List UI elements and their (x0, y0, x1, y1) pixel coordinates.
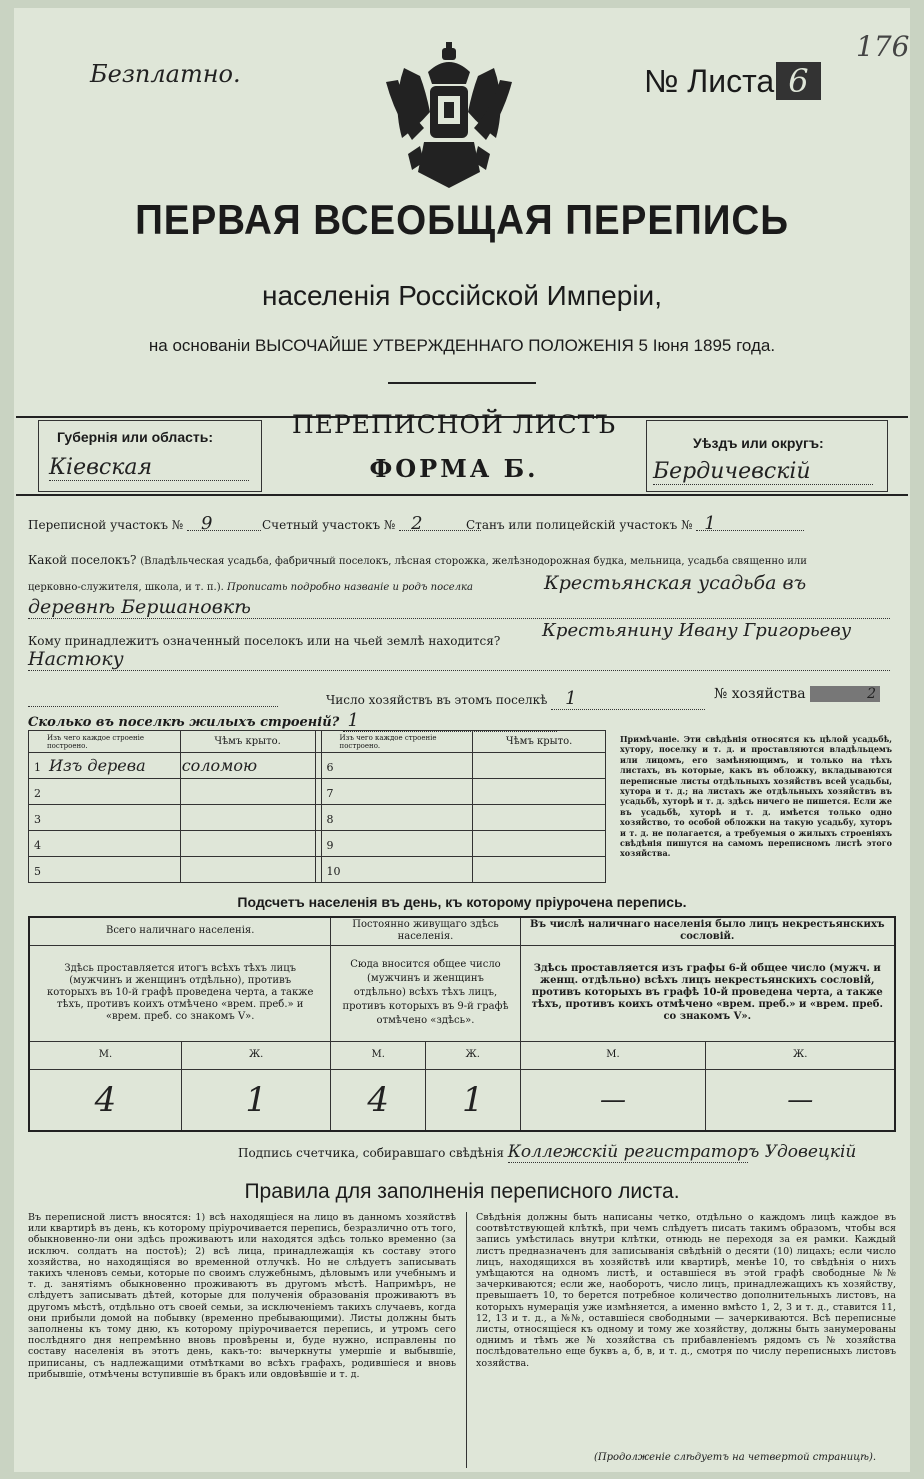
buildings-field (28, 710, 557, 732)
material-cell-text: Изъ дерева (49, 756, 146, 775)
sheet-number: 6 (776, 62, 820, 100)
rules-divider (466, 1212, 467, 1468)
non-peasant-desc: Здѣсь проставляется изъ графы 6-й общее число (мужч. и женщ. отдѣльно) всѣхъ лицъ некрестьянскихъ сословій, противъ которыхъ въ графѣ 10-й проведена черта, а также тѣхъ, противъ коихъ отмѣчено «врем. преб.» и «врем. преб. со знакомъ V». (520, 945, 895, 1041)
imperial-eagle-emblem (384, 42, 514, 192)
total-population-desc: Здѣсь проставляется итогъ всѣхъ тѣхъ лицъ (мужчинъ и женщинъ отдѣльно), противъ которыхъ въ 10-й графѣ проведена черта, а также тѣхъ, противъ коихъ отмѣчено «врем. преб.» и «врем. преб. со знакомъ V». (29, 945, 331, 1041)
permanent-male-value: 4 (331, 1069, 426, 1131)
signature-value: Коллежскій регистраторъ Удовецкій (507, 1142, 857, 1162)
material-cell (29, 805, 181, 831)
m-header-3: М. (520, 1041, 706, 1069)
household-number-label: № хозяйства (714, 686, 806, 702)
buildings-value: 1 (343, 710, 557, 732)
row-number: 3 (34, 813, 41, 826)
counting-area-field (262, 513, 481, 534)
row-number: 10 (326, 865, 341, 878)
roof-cell-right (473, 805, 606, 831)
non-peasant-title: Въ числѣ наличнаго населенія было лицъ некрестьянскихъ сословій. (520, 917, 895, 945)
archive-number: 176 (856, 30, 910, 63)
counting-area-value: 2 (399, 518, 481, 531)
material-cell (29, 753, 181, 779)
owner-value-2: Настюку (28, 648, 890, 671)
form-title: ПЕРЕПИСНОЙ ЛИСТЪ (291, 410, 617, 439)
buildings-label: Сколько въ поселкѣ жилыхъ строеній? (28, 715, 340, 730)
buildings-table-row (29, 857, 606, 883)
police-area-value: 1 (696, 518, 804, 531)
signature-field (238, 1142, 857, 1163)
f-header-1: Ж. (181, 1041, 330, 1069)
roof-header-left: Чѣмъ крыто. (180, 731, 315, 753)
signature-label: Подпись счетчика, собиравшаго свѣдѣнія (238, 1146, 504, 1160)
sheet-number-label (644, 62, 821, 100)
population-gender-row (29, 1041, 895, 1069)
page-title: ПЕРВАЯ ВСЕОБЩАЯ ПЕРЕПИСЬ (135, 196, 789, 243)
province-label: Губернія или область: (57, 429, 214, 445)
buildings-table (28, 730, 606, 883)
total-male-value: 4 (29, 1069, 181, 1131)
permanent-population-title: Постоянно живущаго здѣсь населенія. (331, 917, 520, 945)
counting-area-label: Счетный участокъ № (262, 518, 396, 532)
settlement-value: Крестьянская усадьба въ (544, 572, 807, 594)
material-cell-right (321, 831, 473, 857)
owner-label: Кому принадлежитъ означенный поселокъ или на чьей землѣ находится? (28, 634, 501, 648)
census-form-page (14, 8, 910, 1472)
permanent-population-desc: Сюда вносится общее число (мужчинъ и женщинъ отдѣльно) всѣхъ тѣхъ лицъ, противъ которыхъ въ 9-й графѣ отмѣчено «здѣсь». (331, 945, 520, 1041)
population-table (28, 916, 896, 1132)
regulation-basis: на основаніи ВЫСОЧАЙШЕ УТВЕРЖДЕННАГО ПОЛОЖЕНІЯ 5 Іюня 1895 года. (148, 336, 776, 355)
buildings-table-body (29, 753, 606, 883)
row-number: 9 (326, 839, 334, 852)
census-area-value: 9 (187, 518, 261, 531)
buildings-note: Примѣчаніе. Эти свѣдѣнія относятся къ цѣлой усадьбѣ, хутору, поселку и т. д. и проставляются владѣльцемъ или лицомъ, его замѣняющимъ, и только на тѣхъ листахъ, въ которые, какъ въ обложку, вкладываются переписные листы отдѣльныхъ хозяйствъ всей усадьбы, хутора и т. д.; на листахъ же отдѣльныхъ хозяйствъ въ усадьбѣ, хуторѣ и т. д. здѣсь ничего не пишется. Если же въ усадьбѣ, хуторѣ и т. д. имѣется только одно хозяйство, то особой обложки на такую усадьбу, хуторъ и т. д. не полагается, а требуемыя о жилыхъ строеніяхъ свѣдѣнія пишутся на самомъ переписномъ листѣ этого хозяйства. (620, 734, 892, 859)
buildings-table-row (29, 805, 606, 831)
roof-cell-right (473, 831, 606, 857)
police-area-label: Станъ или полицейскій участокъ № (466, 518, 693, 532)
material-header-left: Изъ чего каждое строеніе построено. (29, 731, 181, 753)
buildings-table-row (29, 831, 606, 857)
row-number: 4 (34, 839, 41, 852)
roof-cell (180, 779, 315, 805)
settlement-field-2 (28, 582, 473, 593)
material-cell-right (321, 857, 473, 883)
buildings-table-row (29, 779, 606, 805)
material-cell-right (321, 779, 473, 805)
census-area-label: Переписной участокъ № (28, 518, 184, 532)
f-header-3: Ж. (706, 1041, 895, 1069)
rules-right-column: Свѣдѣнія должны быть написаны четко, отдѣльно о каждомъ лицѣ каждое въ соотвѣтствующей клѣткѣ, при чемъ слѣдуетъ писать такимъ образомъ, чтобы вся запись умѣстилась внутри клѣтки, отнюдь не переходя за ея рамки. Каждый листъ предназначенъ для записыванія свѣдѣній о десяти (10) лицахъ; если число лицъ, находящихся въ хозяйствѣ или квартирѣ, менѣе 10, то свѣдѣнія о нихъ умѣщаются на одномъ листѣ, и оставшіеся въ этой графѣ свободные №№ зачеркиваются; если же, наоборотъ, число лицъ, принадлежащихъ къ хозяйству, превышаетъ 10, то берется потребное количество дополнительныхъ листовъ, на которыхъ нумерація уже измѣняется, а именно вмѣсто 1, 2, 3 и т. д., ставится 11, 12, 13 и т. д., а №№, оставшіеся свободными — зачеркиваются. Всѣ переписные листы, относящіеся къ одному и тому же хозяйству, должны быть занумерованы однимъ и тѣмъ же № хозяйства съ прибавленіемъ рядомъ съ № хозяйства послѣдовательно еще буквъ а, б, в, и т. д., смотря по числу переписныхъ листовъ хозяйства. (476, 1212, 896, 1369)
form-subtitle: ФОРМА Б. (369, 454, 539, 483)
row-number: 8 (326, 813, 334, 826)
households-label: Число хозяйствъ въ этомъ поселкѣ (326, 693, 548, 707)
row-number: 6 (326, 761, 334, 774)
buildings-table-header (29, 731, 606, 753)
roof-cell (180, 857, 315, 883)
non-peasant-female-value: — (787, 1084, 814, 1115)
settlement-field (28, 554, 807, 568)
free-label: Безплатно. (90, 60, 241, 88)
settlement-hint-2: церковно-служителя, школа, и т. п.). (28, 582, 224, 593)
province-value: Кіевская (49, 455, 249, 481)
settlement-label: Какой поселокъ? (28, 553, 137, 567)
household-number-field (714, 686, 880, 702)
material-cell (29, 779, 181, 805)
province-box (38, 420, 262, 492)
non-peasant-male-value: — (520, 1069, 706, 1131)
rules-title: Правила для заполненія переписного листа. (244, 1180, 680, 1203)
roof-cell-right (473, 753, 606, 779)
district-value: Бердичевскій (653, 459, 873, 485)
household-number-value: 2 (810, 686, 880, 702)
population-heading: Подсчетъ населенія въ день, къ которому пріурочена перепись. (237, 894, 687, 910)
divider (388, 382, 536, 384)
total-female-value: 1 (181, 1069, 330, 1131)
roof-cell (180, 831, 315, 857)
roof-cell-text: соломою (181, 756, 258, 775)
roof-cell (180, 805, 315, 831)
blank-line (28, 688, 278, 707)
m-header-2: М. (331, 1041, 426, 1069)
roof-cell-right (473, 857, 606, 883)
district-box (646, 420, 888, 492)
row-number: 5 (34, 865, 41, 878)
material-cell (29, 831, 181, 857)
roof-header-right: Чѣмъ крыто. (473, 731, 606, 753)
row-number: 1 (34, 761, 41, 774)
material-cell-right (321, 753, 473, 779)
households-value: 1 (551, 688, 705, 710)
households-field (326, 688, 705, 710)
roof-cell-right (473, 779, 606, 805)
owner-value: Крестьянину Ивану Григорьеву (542, 620, 852, 641)
m-header-1: М. (29, 1041, 181, 1069)
rule-bottom (16, 494, 908, 496)
material-header-right: Изъ чего каждое строеніе построено. (321, 731, 473, 753)
material-cell-right (321, 805, 473, 831)
row-number: 2 (34, 787, 41, 800)
page-subtitle: населенія Россійской Имперіи, (262, 280, 662, 311)
material-cell (29, 857, 181, 883)
rules-continued: (Продолженіе слѣдуетъ на четвертой страницѣ). (594, 1452, 877, 1463)
population-title-row (29, 917, 895, 945)
settlement-hint: (Владѣльческая усадьба, фабричный поселокъ, лѣсная сторожка, желѣзнодорожная будка, мельница, усадьба священно или (140, 556, 807, 567)
district-label: Уѣздъ или округъ: (693, 435, 824, 451)
total-population-title: Всего наличнаго населенія. (29, 917, 331, 945)
population-desc-row (29, 945, 895, 1041)
population-values-row (29, 1069, 895, 1131)
row-number: 7 (326, 787, 334, 800)
rules-left-column: Въ переписной листъ вносятся: 1) всѣ находящіеся на лицо въ данномъ хозяйствѣ или квартирѣ въ день, къ которому пріурочивается перепись, безразлично отъ того, обыкновенно-ли они здѣсь проживаютъ или находятся здѣсь только временно (за исключ. солдатъ на постоѣ); 2) всѣ лица, принадлежащія къ составу этого хозяйства, но находящіяся во временной отлучкѣ. Но не слѣдуетъ записывать такихъ членовъ семьи, которые по своимъ служебнымъ, дѣловымъ или учебнымъ и т. д. занятіямъ обыкновенно проживаютъ въ другомъ мѣстѣ. Напримѣръ, не слѣдуетъ записывать дѣтей, которые для полученія образованія проживаютъ въ другомъ мѣстѣ, отдѣльно отъ своей семьи, за исключеніемъ такихъ случаевъ, когда они прибыли домой на побывку (временно пребывающими). Листы должны быть заполнены къ тому дню, къ которому пріурочивается перепись, и утромъ сего послѣдняго дня непремѣнно вновь провѣрены и, буде нужно, исправлены по составу населенія въ этотъ день, какъ-то: вычеркнуты умершіе и выбывшіе, приписаны, съ надлежащими отмѣтками во всѣхъ графахъ, родившіеся и вновь прибывшіе, отмѣчены вступившіе въ бракъ или овдовѣвшіе и т. д. (28, 1212, 456, 1380)
buildings-table-row (29, 753, 606, 779)
police-area-field (466, 513, 804, 534)
f-header-2: Ж. (425, 1041, 520, 1069)
permanent-female-value: 1 (425, 1069, 520, 1131)
settlement-value-2: деревнѣ Бершановкѣ (28, 596, 890, 619)
sheet-label: № Листа (644, 63, 775, 99)
census-area-field (28, 513, 261, 534)
settlement-instruction: Прописать подробно названіе и родъ поселка (226, 582, 473, 593)
roof-cell (180, 753, 315, 779)
